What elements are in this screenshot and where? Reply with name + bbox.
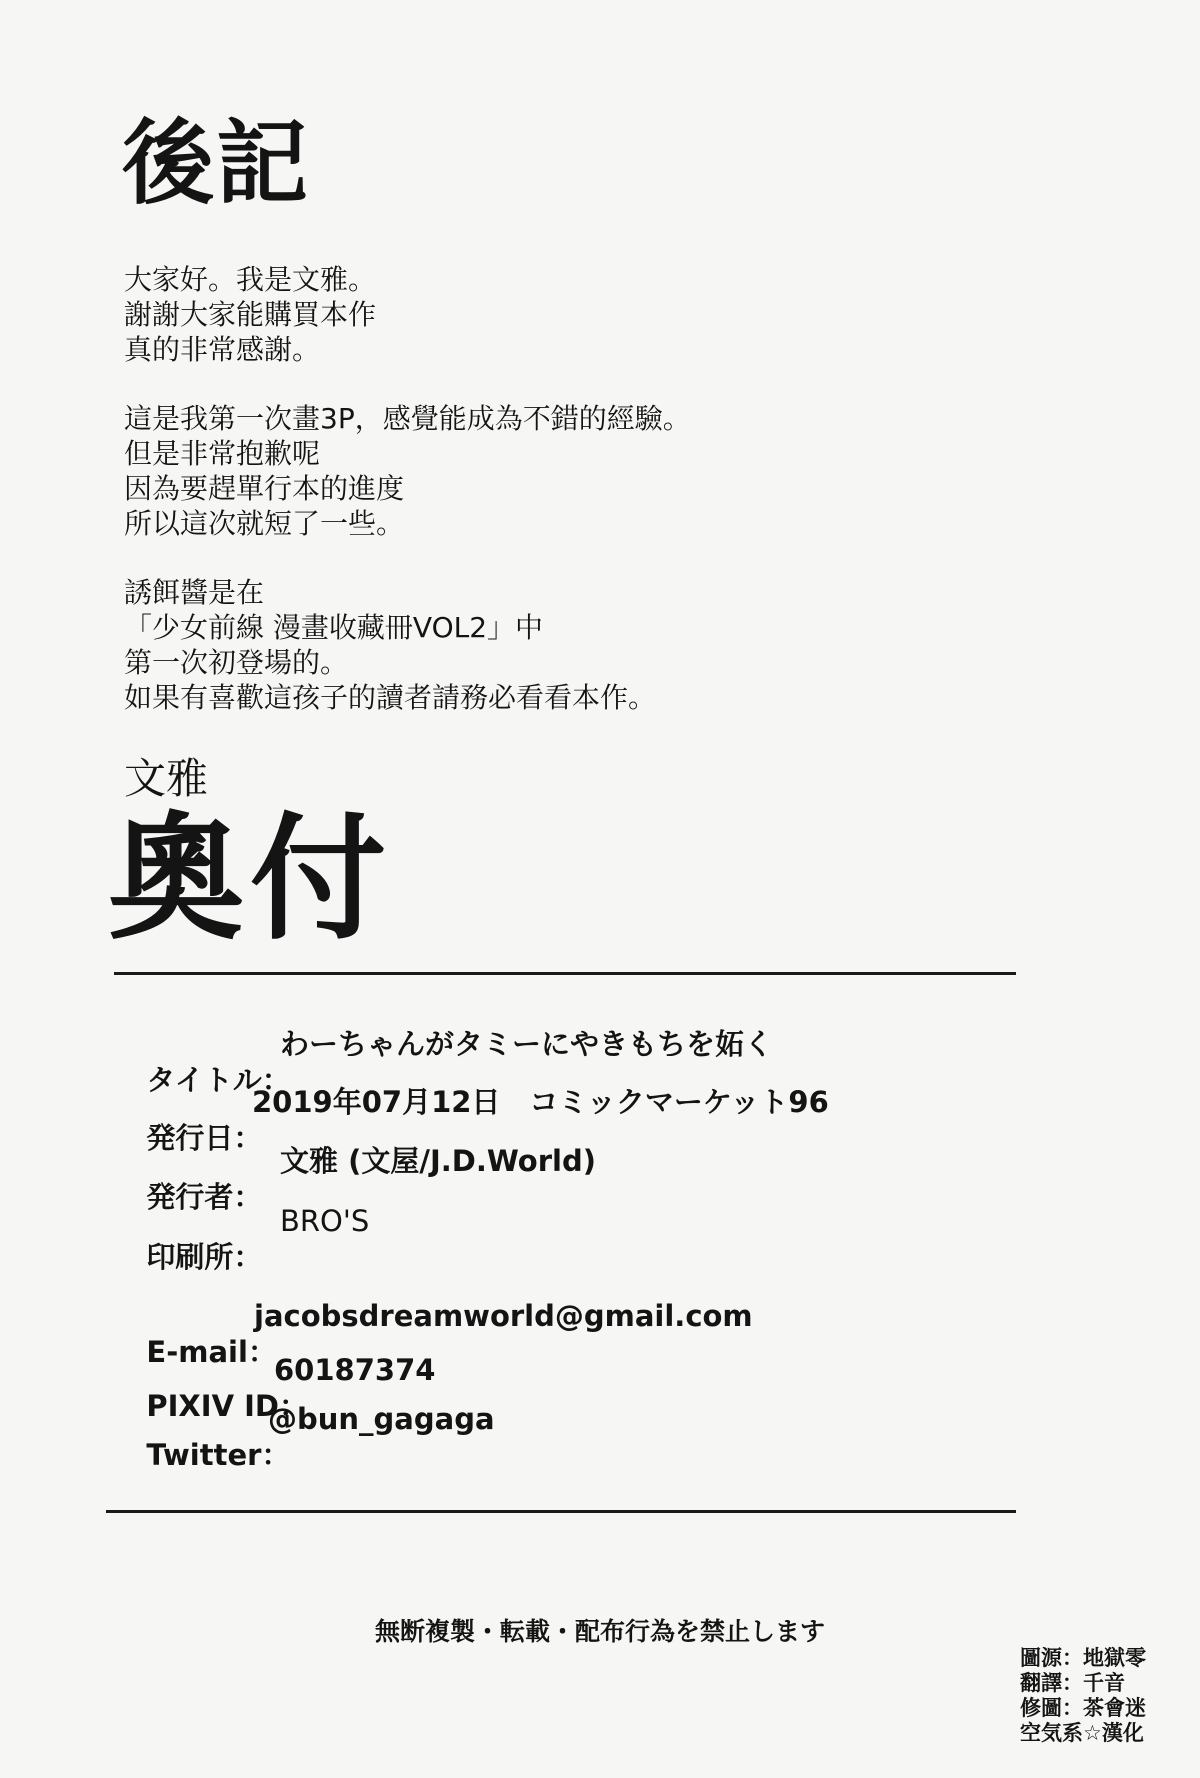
info-label: Twitter： xyxy=(146,1438,291,1472)
afterword-line: 所以這次就短了一些。 xyxy=(124,507,405,540)
afterword-line: 真的非常感謝。 xyxy=(124,333,321,366)
afterword-body xyxy=(124,262,924,749)
afterword-line: 「少女前線 漫畫收藏冊VOL2」中 xyxy=(124,611,544,644)
info-label: タイトル： xyxy=(146,1063,291,1097)
info-value: 文雅 (文屋/J.D.World) xyxy=(280,1144,596,1178)
credit-line: 翻譯：千音 xyxy=(1020,1671,1125,1695)
pixiv-id: 60187374 xyxy=(274,1353,436,1387)
credit-line: 空気系☆漢化 xyxy=(1020,1721,1144,1745)
afterword-line: 謝謝大家能購買本作 xyxy=(124,298,377,331)
afterword-line: 但是非常抱歉呢 xyxy=(124,437,321,470)
info-label: 印刷所： xyxy=(146,1240,263,1274)
afterword-paragraph xyxy=(124,575,924,715)
credit-line: 修圖：茶會迷 xyxy=(1020,1696,1146,1720)
copyright-notice: 無断複製・転載・配布行為を禁止します xyxy=(374,1617,825,1646)
afterword-line: 因為要趕單行本的進度 xyxy=(124,472,405,505)
afterword-line: 誘餌醬是在 xyxy=(124,576,265,609)
afterword-paragraph xyxy=(124,401,924,541)
afterword-line: 這是我第一次畫3P，感覺能成為不錯的經驗。 xyxy=(124,402,691,435)
afterword-title: 後記 xyxy=(122,110,311,217)
info-row-twitter xyxy=(106,1401,495,1545)
info-value: わーちゃんがタミーにやきもちを妬く xyxy=(280,1027,774,1061)
afterword-paragraph xyxy=(124,262,924,367)
afterword-line: 第一次初登場的。 xyxy=(124,646,349,679)
info-value: 2019年07月12日 コミックマーケット96 xyxy=(252,1085,829,1119)
info-label: 発行者： xyxy=(146,1180,263,1214)
info-label: PIXIV ID： xyxy=(146,1389,308,1423)
colophon-title: 奧付 xyxy=(108,801,392,959)
divider-bottom xyxy=(106,1510,1016,1513)
afterword-line: 大家好。我是文雅。 xyxy=(124,263,377,296)
twitter-handle[interactable]: @bun_gagaga xyxy=(268,1402,495,1436)
afterword-line: 如果有喜歡這孩子的讀者請務必看看本作。 xyxy=(124,681,657,714)
translation-credits xyxy=(1020,1646,1195,1746)
afterword-signature: 文雅 xyxy=(124,754,209,803)
info-value: BRO'S xyxy=(280,1204,370,1238)
divider-top xyxy=(114,972,1016,975)
credit-line: 圖源：地獄零 xyxy=(1020,1646,1146,1670)
info-label: 発行日： xyxy=(146,1121,263,1155)
email-link[interactable]: jacobsdreamworld@gmail.com xyxy=(254,1299,753,1333)
info-label: E-mail： xyxy=(146,1335,277,1369)
